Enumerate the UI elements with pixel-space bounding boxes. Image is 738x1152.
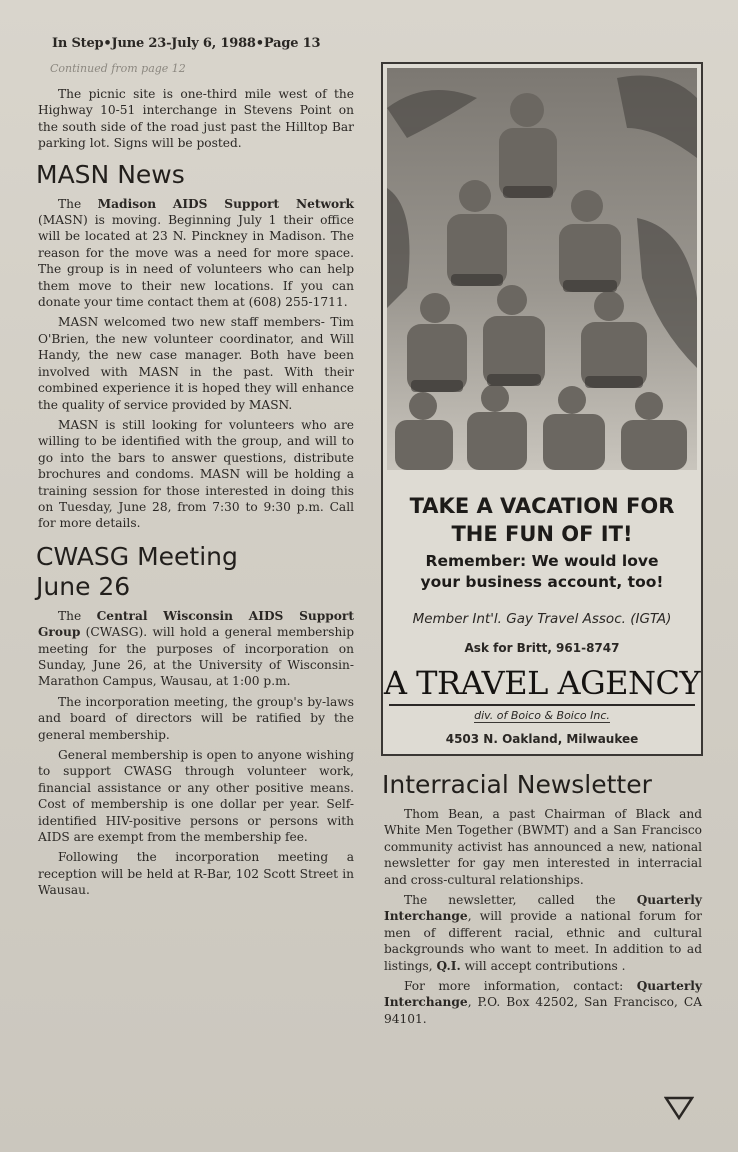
interracial-paragraph-2: The newsletter, called the Quarterly Interchange, will provide a national forum for men of different racial, ethnic and cultural backgrounds who want to meet. In addition to ad listings, Q.I. will accept contributions . <box>384 893 702 973</box>
cwasg-paragraph-3: General membership is open to anyone wishing to support CWASG through volunteer work, financial assistance or any other positive means. Cost of membership is one dollar per year. Self-identified HIV-positive persons or persons with AIDS are exempt from the membership fee. <box>38 748 354 845</box>
ad-headline: TAKE A VACATION FOR THE FUN OF IT! <box>409 494 675 546</box>
travel-agency-ad <box>381 62 703 756</box>
contact-line: Ask for Britt, 961-8747 <box>464 641 620 655</box>
masn-paragraph-3: MASN is still looking for volunteers who are willing to be identified with the group, and will to go into the bars to answer questions, distribute brochures and condoms. MASN will be holding a training session for those interested in doing this on Tuesday, June 28, from 7:30 to 9:30 p.m. Call for more details. <box>38 417 354 531</box>
continued-note: Continued from page 12 <box>50 62 186 75</box>
interracial-paragraph-1: Thom Bean, a past Chairman of Black and White Men Together (BWMT) and a San Francisco community activist has announced a new, national newsletter for gay men interested in interracial and cross-cultural relationships. <box>384 807 702 887</box>
divider <box>389 704 695 706</box>
cwasg-name: Central Wisconsin AIDS Support Group <box>38 608 354 640</box>
cwasg-paragraph-4: Following the incorporation meeting a reception will be held at R-Bar, 102 Scott Street in Wausau. <box>38 850 354 898</box>
end-of-article-triangle-icon <box>664 1095 694 1121</box>
masn-name: Madison AIDS Support Network <box>97 196 354 211</box>
ad-subheadline: Remember: We would love your business account, too! <box>420 552 664 591</box>
agency-address: 4503 N. Oakland, Milwaukee <box>445 732 639 746</box>
division-line: div. of Boico & Boico Inc. <box>474 709 610 722</box>
cwasg-heading: CWASG Meeting June 26 <box>36 541 238 601</box>
masn-paragraph-1: The Madison AIDS Support Network (MASN) is moving. Beginning July 1 their office will be located at 23 N. Pinckney in Madison. The reason for the move was a need for more space. The group is in need of volunteers who can help them move to their new locations. If you can donate your time contact them at (608) 255-1711. <box>38 196 354 310</box>
masn-paragraph-2: MASN welcomed two new staff members- Tim O'Brien, the new volunteer coordinator, and Will Handy, the new case manager. Both have been involved with MASN in the past. With their combined experience it is hoped they will enhance the quality of service provided by MASN. <box>38 315 354 412</box>
right-column <box>384 770 702 1031</box>
cwasg-paragraph-2: The incorporation meeting, the group's by-laws and board of directors will be ratified by the general membership. <box>38 694 354 742</box>
page-header: In Step•June 23-July 6, 1988•Page 13 <box>52 36 321 51</box>
interracial-paragraph-3: For more information, contact: Quarterly Interchange, P.O. Box 42502, San Francisco, CA 94101. <box>384 979 702 1026</box>
interracial-heading: Interracial Newsletter <box>382 770 652 799</box>
igta-member-line: Member Int'l. Gay Travel Assoc. (IGTA) <box>412 611 672 627</box>
cwasg-paragraph-1: The Central Wisconsin AIDS Support Group (CWASG). will hold a general membership meeting for the purposes of incorporation on Sunday, June 26, at the University of Wisconsin-Marathon Campus, Wausau, at 1:00 p.m. <box>38 608 354 689</box>
group-beach-photo <box>387 68 697 470</box>
left-column <box>38 86 354 903</box>
masn-heading: MASN News <box>36 159 185 189</box>
picnic-paragraph: The picnic site is one-third mile west of the Highway 10-51 interchange in Stevens Point on the south side of the road just past the Hilltop Bar parking lot. Signs will be posted. <box>38 87 354 151</box>
agency-name: A TRAVEL AGENCY <box>383 664 701 702</box>
